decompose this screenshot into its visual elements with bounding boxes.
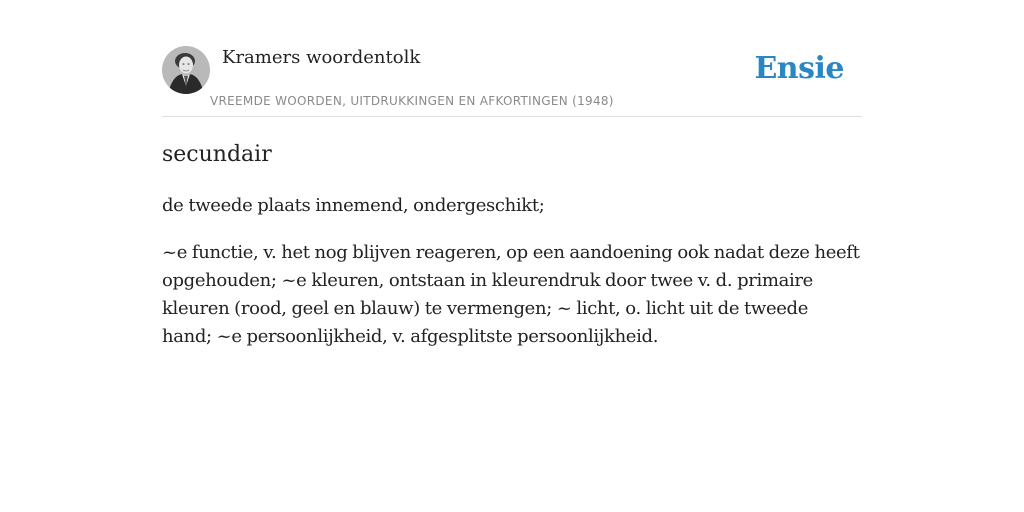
header: [162, 0, 862, 117]
source-subtitle: VREEMDE WOORDEN, UITDRUKKINGEN EN AFKORTINGEN (1948): [210, 94, 614, 108]
source-title[interactable]: Kramers woordentolk: [222, 47, 421, 68]
author-portrait-icon: [162, 46, 210, 94]
entry-headword: secundair: [162, 142, 272, 167]
entry-definition-2: ~e functie, v. het nog blijven reageren, op een aandoening ook nadat deze heeft opgehouden; ~e kleuren, ontstaan in kleurendruk door twee v. d. primaire kleuren (rood, geel en blauw) te vermengen; ~ licht, o. licht uit de tweede hand; ~e persoonlijkheid, v. afgesplitste persoonlijkheid.: [162, 242, 860, 347]
content-container: [162, 0, 862, 347]
ensie-logo-link[interactable]: Ensie: [754, 51, 844, 86]
source-avatar[interactable]: [162, 46, 210, 94]
entry-definition-1: de tweede plaats innemend, ondergeschikt;: [162, 195, 545, 216]
